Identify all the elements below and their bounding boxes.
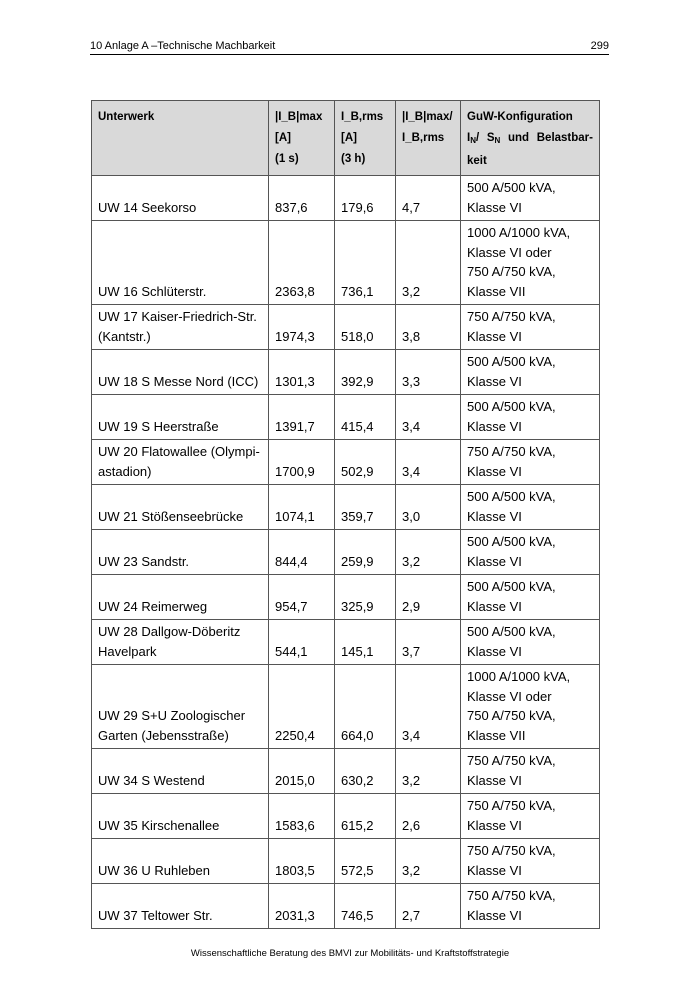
unterwerk-line: UW 21 Stößenseebrücke xyxy=(98,508,244,524)
config-line: Klasse VI xyxy=(467,907,522,923)
cell-ratio: 3,7 xyxy=(396,620,461,665)
table-row xyxy=(92,749,600,794)
cell-guw-config xyxy=(461,350,600,395)
cell-guw-config xyxy=(461,485,600,530)
page-header xyxy=(90,40,609,55)
table-body xyxy=(92,176,600,929)
cell-guw-config xyxy=(461,575,600,620)
config-line: Klasse VI xyxy=(467,373,522,389)
config-line: 1000 A/1000 kVA, xyxy=(467,669,571,684)
cell-unterwerk xyxy=(92,620,269,665)
cell-ib-max: 954,7 xyxy=(269,575,335,620)
header-line: |I_B|max/ xyxy=(402,111,453,123)
config-line: 500 A/500 kVA, xyxy=(467,534,556,549)
table-header-row xyxy=(92,101,600,176)
table-row xyxy=(92,839,600,884)
cell-ib-max: 1974,3 xyxy=(269,305,335,350)
config-line: Klasse VI xyxy=(467,643,522,659)
cell-unterwerk xyxy=(92,221,269,305)
cell-ib-rms: 746,5 xyxy=(335,884,396,929)
header-line: [A] xyxy=(275,132,291,144)
config-line: Klasse VI xyxy=(467,553,522,569)
unterwerk-line: UW 19 S Heerstraße xyxy=(98,418,219,434)
table-row xyxy=(92,395,600,440)
config-line: 500 A/500 kVA, xyxy=(467,579,556,594)
header-guw-config xyxy=(461,101,600,176)
cell-unterwerk xyxy=(92,665,269,749)
config-line: 500 A/500 kVA, xyxy=(467,354,556,369)
config-line: Klasse VI xyxy=(467,328,522,344)
config-line: 750 A/750 kVA, xyxy=(467,444,556,459)
cell-guw-config xyxy=(461,620,600,665)
unterwerk-line: UW 37 Teltower Str. xyxy=(98,907,213,923)
config-line: 750 A/750 kVA, xyxy=(467,264,556,279)
cell-ib-max: 1074,1 xyxy=(269,485,335,530)
cell-ib-rms: 630,2 xyxy=(335,749,396,794)
header-ib-rms xyxy=(335,101,396,176)
table-row xyxy=(92,350,600,395)
cell-ratio: 3,4 xyxy=(396,665,461,749)
cell-unterwerk xyxy=(92,530,269,575)
config-line: 750 A/750 kVA, xyxy=(467,708,556,723)
cell-ratio: 3,2 xyxy=(396,221,461,305)
cell-ib-rms: 325,9 xyxy=(335,575,396,620)
table-row xyxy=(92,575,600,620)
config-line: Klasse VI xyxy=(467,817,522,833)
header-text: / xyxy=(475,132,487,144)
unterwerk-line: UW 24 Reimerweg xyxy=(98,598,208,614)
header-section-title: 10 Anlage A –Technische Machbarkeit xyxy=(90,40,276,52)
page-footer: Wissenschaftliche Beratung des BMVI zur Mobilitäts- und Kraftstoffstrategie xyxy=(190,948,510,959)
table-row xyxy=(92,440,600,485)
config-line: Klasse VI oder xyxy=(467,688,552,704)
cell-ib-rms: 615,2 xyxy=(335,794,396,839)
cell-ib-rms: 518,0 xyxy=(335,305,396,350)
header-line xyxy=(467,128,593,151)
cell-unterwerk xyxy=(92,350,269,395)
config-line: Klasse VI xyxy=(467,508,522,524)
cell-guw-config xyxy=(461,305,600,350)
header-symbol: I xyxy=(467,132,471,144)
page-number: 299 xyxy=(590,40,609,52)
cell-unterwerk xyxy=(92,839,269,884)
cell-ib-max: 1700,9 xyxy=(269,440,335,485)
config-line: 500 A/500 kVA, xyxy=(467,624,556,639)
cell-guw-config xyxy=(461,749,600,794)
table-row xyxy=(92,305,600,350)
unterwerk-line: astadion) xyxy=(98,463,152,479)
cell-ib-max: 2250,4 xyxy=(269,665,335,749)
cell-ratio: 3,2 xyxy=(396,749,461,794)
header-line: keit xyxy=(467,155,487,167)
cell-unterwerk xyxy=(92,485,269,530)
cell-ratio: 3,4 xyxy=(396,395,461,440)
substation-table xyxy=(91,100,600,929)
cell-ib-rms: 415,4 xyxy=(335,395,396,440)
cell-ib-rms: 359,7 xyxy=(335,485,396,530)
cell-ratio: 2,6 xyxy=(396,794,461,839)
cell-ib-rms: 502,9 xyxy=(335,440,396,485)
unterwerk-line: UW 20 Flatowallee (Olympi- xyxy=(98,444,260,459)
header-line: I_B,rms xyxy=(402,132,445,144)
cell-ratio: 2,9 xyxy=(396,575,461,620)
config-line: 500 A/500 kVA, xyxy=(467,180,556,195)
config-line: 750 A/750 kVA, xyxy=(467,753,556,768)
header-subscript: N xyxy=(470,136,476,145)
cell-unterwerk xyxy=(92,575,269,620)
table-row xyxy=(92,221,600,305)
cell-unterwerk xyxy=(92,884,269,929)
cell-ratio: 2,7 xyxy=(396,884,461,929)
config-line: Klasse VI oder xyxy=(467,244,552,260)
header-line: |I_B|max xyxy=(275,111,323,123)
cell-ratio: 3,3 xyxy=(396,350,461,395)
cell-guw-config xyxy=(461,665,600,749)
cell-ib-rms: 572,5 xyxy=(335,839,396,884)
config-line: Klasse VI xyxy=(467,862,522,878)
header-ratio xyxy=(396,101,461,176)
cell-ib-rms: 179,6 xyxy=(335,176,396,221)
cell-unterwerk xyxy=(92,794,269,839)
cell-guw-config xyxy=(461,395,600,440)
config-line: Klasse VI xyxy=(467,598,522,614)
cell-ib-rms: 145,1 xyxy=(335,620,396,665)
config-line: Klasse VI xyxy=(467,199,522,215)
config-line: Klasse VI xyxy=(467,418,522,434)
cell-ib-rms: 392,9 xyxy=(335,350,396,395)
cell-guw-config xyxy=(461,884,600,929)
cell-ratio: 3,4 xyxy=(396,440,461,485)
cell-ib-max: 837,6 xyxy=(269,176,335,221)
cell-ib-max: 544,1 xyxy=(269,620,335,665)
cell-guw-config xyxy=(461,530,600,575)
unterwerk-line: UW 18 S Messe Nord (ICC) xyxy=(98,373,259,389)
unterwerk-line: UW 28 Dallgow-Döberitz xyxy=(98,624,241,639)
config-line: Klasse VI xyxy=(467,772,522,788)
cell-ratio: 3,2 xyxy=(396,839,461,884)
table-row xyxy=(92,665,600,749)
cell-ib-max: 1803,5 xyxy=(269,839,335,884)
header-symbol: S xyxy=(486,132,495,144)
cell-guw-config xyxy=(461,221,600,305)
table-row xyxy=(92,794,600,839)
cell-ib-max: 844,4 xyxy=(269,530,335,575)
header-line: GuW-Konfiguration xyxy=(467,111,573,123)
unterwerk-line: Garten (Jebensstraße) xyxy=(98,727,229,743)
config-line: 1000 A/1000 kVA, xyxy=(467,225,571,240)
cell-ib-max: 2363,8 xyxy=(269,221,335,305)
unterwerk-line: UW 16 Schlüterstr. xyxy=(98,283,207,299)
cell-ib-max: 1301,3 xyxy=(269,350,335,395)
cell-ib-max: 1391,7 xyxy=(269,395,335,440)
cell-unterwerk xyxy=(92,176,269,221)
cell-ib-rms: 259,9 xyxy=(335,530,396,575)
config-line: 500 A/500 kVA, xyxy=(467,399,556,414)
table-row xyxy=(92,485,600,530)
cell-unterwerk xyxy=(92,749,269,794)
header-line: [A] xyxy=(341,132,357,144)
cell-ib-max: 2031,3 xyxy=(269,884,335,929)
unterwerk-line: UW 29 S+U Zoologischer xyxy=(98,708,246,723)
unterwerk-line: UW 17 Kaiser-Friedrich-Str. xyxy=(98,309,257,324)
cell-guw-config xyxy=(461,440,600,485)
config-line: 750 A/750 kVA, xyxy=(467,798,556,813)
table-row xyxy=(92,620,600,665)
header-line: (1 s) xyxy=(275,153,299,165)
config-line: Klasse VII xyxy=(467,727,526,743)
cell-ratio: 4,7 xyxy=(396,176,461,221)
unterwerk-line: (Kantstr.) xyxy=(98,328,151,344)
cell-ratio: 3,0 xyxy=(396,485,461,530)
config-line: 500 A/500 kVA, xyxy=(467,489,556,504)
unterwerk-line: Havelpark xyxy=(98,643,157,659)
header-line: I_B,rms xyxy=(341,111,384,123)
cell-ratio: 3,2 xyxy=(396,530,461,575)
header-ib-max xyxy=(269,101,335,176)
cell-ib-max: 1583,6 xyxy=(269,794,335,839)
unterwerk-line: UW 35 Kirschenallee xyxy=(98,817,220,833)
header-line: (3 h) xyxy=(341,153,366,165)
cell-unterwerk xyxy=(92,440,269,485)
cell-ib-max: 2015,0 xyxy=(269,749,335,794)
config-line: 750 A/750 kVA, xyxy=(467,843,556,858)
unterwerk-line: UW 36 U Ruhleben xyxy=(98,862,210,878)
unterwerk-line: UW 14 Seekorso xyxy=(98,199,197,215)
cell-ib-rms: 736,1 xyxy=(335,221,396,305)
cell-unterwerk xyxy=(92,395,269,440)
table-row xyxy=(92,884,600,929)
cell-guw-config xyxy=(461,839,600,884)
config-line: 750 A/750 kVA, xyxy=(467,309,556,324)
cell-guw-config xyxy=(461,176,600,221)
config-line: Klasse VI xyxy=(467,463,522,479)
header-text: und Belastbar- xyxy=(500,132,593,144)
header-subscript: N xyxy=(494,136,501,145)
header-unterwerk-label: Unterwerk xyxy=(98,111,155,123)
cell-ratio: 3,8 xyxy=(396,305,461,350)
header-unterwerk xyxy=(92,101,269,176)
cell-unterwerk xyxy=(92,305,269,350)
table-row xyxy=(92,530,600,575)
cell-ib-rms: 664,0 xyxy=(335,665,396,749)
config-line: 750 A/750 kVA, xyxy=(467,888,556,903)
table-row xyxy=(92,176,600,221)
config-line: Klasse VII xyxy=(467,283,526,299)
unterwerk-line: UW 34 S Westend xyxy=(98,772,205,788)
unterwerk-line: UW 23 Sandstr. xyxy=(98,553,190,569)
cell-guw-config xyxy=(461,794,600,839)
